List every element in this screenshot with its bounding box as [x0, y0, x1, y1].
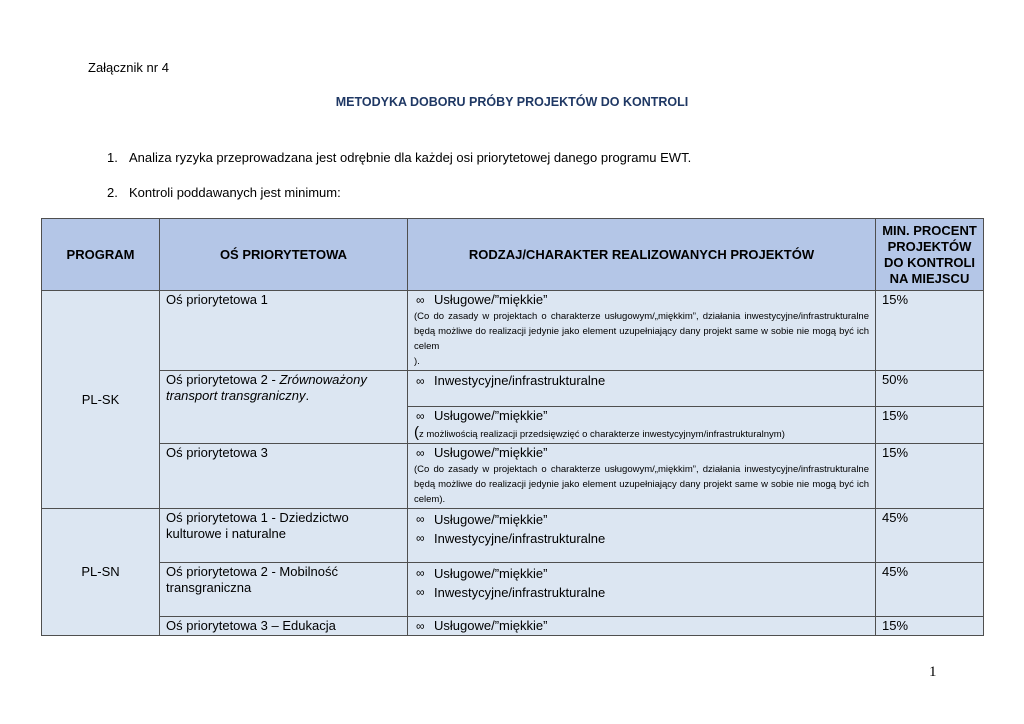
axis-cell: Oś priorytetowa 3 — [160, 444, 408, 509]
bullet-item: ∞ Inwestycyjne/infrastrukturalne — [414, 529, 869, 548]
annex-label: Załącznik nr 4 — [88, 60, 169, 75]
table-row — [42, 444, 984, 509]
percent-cell: 15% — [876, 617, 984, 636]
axis-prefix: Oś priorytetowa 2 - — [166, 372, 280, 387]
table-row — [42, 617, 984, 636]
note-open: ( — [414, 424, 419, 441]
type-cell — [408, 509, 876, 563]
bullet-item: ∞ Usługowe/”miękkie” — [414, 445, 869, 461]
list-item-number: 1. — [107, 150, 118, 165]
control-sample-table — [41, 218, 984, 636]
bullet-item: ∞ Usługowe/”miękkie” — [414, 292, 869, 308]
header-axis: OŚ PRIORYTETOWA — [160, 219, 408, 291]
type-cell — [408, 291, 876, 371]
axis-cell — [160, 371, 408, 444]
type-cell — [408, 407, 876, 444]
bullet-item: ∞ Usługowe/”miękkie” — [414, 564, 869, 583]
list-item — [107, 185, 341, 200]
bullet-item: ∞ Usługowe/”miękkie” — [414, 408, 869, 424]
axis-cell: Oś priorytetowa 3 – Edukacja — [160, 617, 408, 636]
list-item-text: Kontroli poddawanych jest minimum: — [129, 185, 341, 200]
axis-cell: Oś priorytetowa 1 — [160, 291, 408, 371]
type-cell — [408, 617, 876, 636]
bullet-item: ∞ Inwestycyjne/infrastrukturalne — [414, 583, 869, 602]
type-note: (Co do zasady w projektach o charakterze usługowym/„miękkim”, działania inwestycyjne/infrastrukturalne będą możliwe do realizacji jedynie jako element uzupełniający dany projekt same w sobie nie mogą być ich celem). — [414, 464, 869, 505]
bullet-item: ∞ Inwestycyjne/infrastrukturalne — [414, 373, 869, 389]
table-row — [42, 509, 984, 563]
table-row — [42, 371, 984, 407]
note-end: ). — [414, 356, 420, 367]
percent-cell: 15% — [876, 407, 984, 444]
table-row — [42, 291, 984, 371]
percent-cell: 15% — [876, 291, 984, 371]
type-cell — [408, 563, 876, 617]
list-item — [107, 150, 691, 165]
percent-cell: 45% — [876, 563, 984, 617]
percent-cell: 15% — [876, 444, 984, 509]
list-item-number: 2. — [107, 185, 118, 200]
header-type: RODZAJ/CHARAKTER REALIZOWANYCH PROJEKTÓW — [408, 219, 876, 291]
table-row — [42, 563, 984, 617]
header-program: PROGRAM — [42, 219, 160, 291]
type-note — [414, 425, 869, 442]
table-header-row — [42, 219, 984, 291]
bullet-item: ∞ Usługowe/”miękkie” — [414, 510, 869, 529]
bullet-item: ∞ Usługowe/”miękkie” — [414, 618, 869, 634]
program-cell: PL-SN — [42, 509, 160, 636]
percent-cell: 45% — [876, 509, 984, 563]
axis-italic: Zrównoważony transport transgraniczny — [166, 372, 367, 403]
axis-cell: Oś priorytetowa 1 - Dziedzictwo kulturowe i naturalne — [160, 509, 408, 563]
axis-cell: Oś priorytetowa 2 - Mobilność transgraniczna — [160, 563, 408, 617]
note-text: (Co do zasady w projektach o charakterze usługowym/„miękkim”, działania inwestycyjne/infrastrukturalne będą możliwe do realizacji jedynie jako element uzupełniający dany projekt same w sobie nie mogą być ich celem — [414, 311, 869, 352]
page-title: METODYKA DOBORU PRÓBY PROJEKTÓW DO KONTROLI — [335, 95, 689, 109]
percent-cell: 50% — [876, 371, 984, 407]
type-cell — [408, 444, 876, 509]
axis-suffix: . — [305, 388, 310, 403]
page-number: 1 — [929, 664, 937, 680]
header-min-percent: MIN. PROCENT PROJEKTÓW DO KONTROLI NA MIEJSCU — [876, 219, 984, 291]
type-cell — [408, 371, 876, 407]
note-text: z możliwością realizacji przedsięwzięć o charakterze inwestycyjnym/infrastrukturalnym) — [419, 429, 785, 440]
type-note — [414, 309, 869, 369]
program-cell: PL-SK — [42, 291, 160, 509]
list-item-text: Analiza ryzyka przeprowadzana jest odrębnie dla każdej osi priorytetowej danego programu EWT. — [129, 150, 692, 165]
